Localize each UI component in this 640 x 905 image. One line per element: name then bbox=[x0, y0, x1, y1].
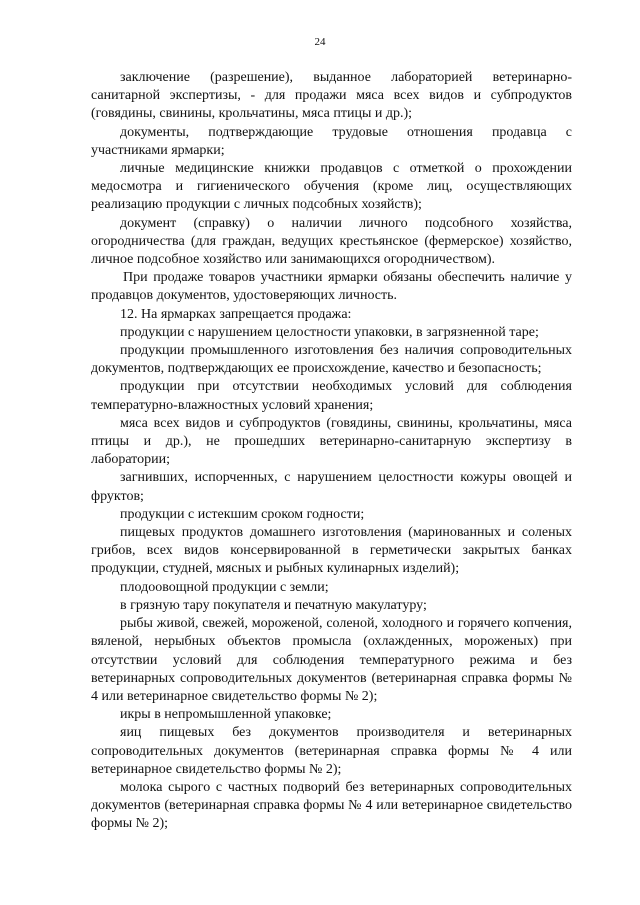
page-number: 24 bbox=[314, 36, 326, 48]
list-item: молока сырого с частных подворий без ветеринарных сопроводительных документов (ветеринарная справка формы № 4 или ветеринарное свидетельство формы № 2); bbox=[91, 779, 572, 832]
paragraph-2: документы, подтверждающие трудовые отношения продавца с участниками ярмарки; bbox=[91, 124, 572, 158]
body-text bbox=[91, 69, 572, 834]
list-item: икры в непромышленной упаковке; bbox=[120, 707, 332, 723]
paragraph-1: заключение (разрешение), выданное лабораторией ветеринарно-санитарной экспертизы, - для продажи мяса всех видов и субпродуктов (говядины, свинины, крольчатины, мяса птицы и др.); bbox=[91, 70, 572, 122]
list-item: пищевых продуктов домашнего изготовления (маринованных и соленых грибов, всех видов консервированной в герметически закрытых банках продукции, студней, мясных и рыбных кулинарных изделий); bbox=[91, 525, 572, 577]
list-item: мяса всех видов и субпродуктов (говядины, свинины, крольчатины, мяса птицы и др.), не прошедших ветеринарно-санитарную экспертизу в лаборатории; bbox=[91, 415, 572, 468]
list-item: продукции при отсутствии необходимых условий для соблюдения температурно-влажностных условий хранения; bbox=[91, 379, 572, 413]
list-item: продукции с истекшим сроком годности; bbox=[120, 506, 365, 522]
paragraph-5: При продаже товаров участники ярмарки обязаны обеспечить наличие у продавцов документов, удостоверяющих личность. bbox=[91, 270, 572, 304]
list-item: яиц пищевых без документов производителя и ветеринарных сопроводительных документов (ветеринарная справка формы № 4 или ветеринарное свидетельство формы № 2); bbox=[91, 725, 572, 777]
list-item: в грязную тару покупателя и печатную макулатуру; bbox=[120, 597, 427, 613]
list-item: загнивших, испорченных, с нарушением целостности кожуры овощей и фруктов; bbox=[91, 470, 572, 504]
list-item: плодоовощной продукции с земли; bbox=[120, 579, 329, 595]
list-item: продукции с нарушением целостности упаковки, в загрязненной таре; bbox=[120, 324, 539, 340]
paragraph-4: документ (справку) о наличии личного подсобного хозяйства, огородничества (для граждан, ведущих крестьянское (фермерское) хозяйство, личное подсобное хозяйство или занимающихся огородничеством). bbox=[91, 215, 572, 268]
list-item: продукции промышленного изготовления без наличия сопроводительных документов, подтверждающих ее происхождение, качество и безопасность; bbox=[91, 343, 572, 377]
section-12-heading: 12. На ярмарках запрещается продажа: bbox=[120, 306, 352, 322]
paragraph-3: личные медицинские книжки продавцов с отметкой о прохождении медосмотра и гигиенического обучения (кроме лиц, осуществляющих реализацию продукции с личных подсобных хозяйств); bbox=[91, 161, 572, 213]
list-item: рыбы живой, свежей, мороженой, соленой, холодного и горячего копчения, вяленой, нерыбных объектов промысла (охлажденных, мороженых) при отсутствии условий для соблюдения температурного режима и без ветеринарных сопроводительных документов (ветеринарная справка формы № 4 или ветеринарное свидетельство формы № 2); bbox=[91, 616, 572, 704]
